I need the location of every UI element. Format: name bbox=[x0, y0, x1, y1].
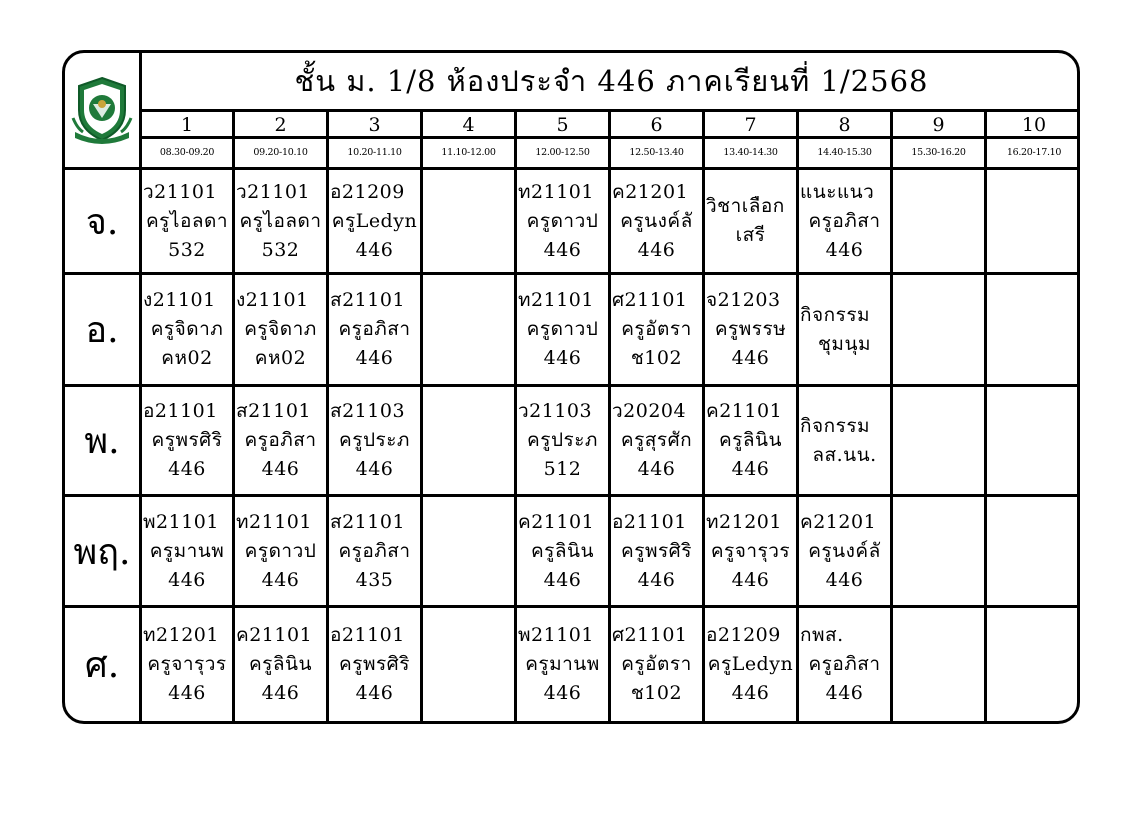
teacher-name: ครูลินิน bbox=[248, 653, 313, 675]
schedule-cell bbox=[987, 497, 1080, 608]
room-number: 446 bbox=[355, 238, 394, 261]
teacher-name: ครูลินิน bbox=[718, 429, 783, 451]
schedule-cell bbox=[235, 275, 329, 387]
schedule-cell bbox=[423, 497, 517, 608]
day-label: ศ. bbox=[65, 608, 142, 721]
subject-code: ค21201 bbox=[612, 180, 689, 203]
room-number: 446 bbox=[168, 458, 206, 480]
room-number: 446 bbox=[543, 347, 582, 369]
teacher-name: ครูอภิสา bbox=[338, 318, 411, 340]
teacher-name: ครูLedyn bbox=[707, 653, 794, 675]
period-number: 7 bbox=[705, 112, 799, 139]
teacher-name: ครูลินิน bbox=[530, 539, 595, 562]
schedule-cell bbox=[142, 387, 235, 497]
schedule-cell bbox=[329, 275, 423, 387]
teacher-name: ครูพรศิริ bbox=[151, 429, 223, 451]
room-number: คห02 bbox=[254, 347, 307, 369]
room-number: 446 bbox=[637, 238, 676, 261]
teacher-name: ครูพรศิริ bbox=[621, 539, 692, 562]
schedule-cell bbox=[142, 608, 235, 721]
subject-code: ท21201 bbox=[706, 510, 782, 533]
schedule-cell bbox=[235, 387, 329, 497]
room-number: 446 bbox=[168, 682, 206, 704]
schedule-cell bbox=[142, 275, 235, 387]
subject-code: ง21101 bbox=[236, 289, 309, 311]
subject-code: ส21101 bbox=[236, 400, 312, 422]
subject-code: ค21201 bbox=[800, 510, 877, 533]
room-number: 446 bbox=[731, 682, 770, 704]
teacher-name: ชุมนุม bbox=[818, 332, 871, 355]
schedule-cell bbox=[799, 608, 893, 721]
period-time: 15.30-16.20 bbox=[893, 139, 987, 170]
teacher-name: ลส.นน. bbox=[812, 443, 877, 466]
subject-code: พ21101 bbox=[518, 624, 594, 646]
room-number: 446 bbox=[261, 568, 300, 591]
schedule-cell bbox=[517, 497, 611, 608]
subject-code: วิชาเลือก bbox=[706, 195, 785, 217]
period-number: 2 bbox=[235, 112, 329, 139]
schedule-cell bbox=[329, 497, 423, 608]
period-number: 5 bbox=[517, 112, 611, 139]
period-number: 4 bbox=[423, 112, 517, 139]
schedule-cell bbox=[423, 275, 517, 387]
room-number: 446 bbox=[731, 347, 770, 369]
room-number: 446 bbox=[355, 347, 394, 369]
subject-code: จ21203 bbox=[706, 289, 781, 311]
subject-code: ศ21101 bbox=[612, 624, 688, 646]
subject-code: ว20204 bbox=[612, 400, 687, 422]
schedule-cell bbox=[893, 387, 987, 497]
teacher-name: ครูนงค์ลั bbox=[620, 209, 693, 232]
room-number: 446 bbox=[731, 568, 770, 591]
schedule-cell bbox=[329, 170, 423, 275]
period-time: 14.40-15.30 bbox=[799, 139, 893, 170]
schedule-cell bbox=[329, 608, 423, 721]
schedule-cell bbox=[611, 275, 705, 387]
room-number: 446 bbox=[637, 568, 676, 591]
teacher-name: ครูดาวป bbox=[526, 318, 599, 340]
subject-code: แนะแนว bbox=[800, 180, 875, 203]
schedule-cell bbox=[517, 387, 611, 497]
period-time: 09.20-10.10 bbox=[235, 139, 329, 170]
subject-code: อ21101 bbox=[612, 510, 687, 533]
room-number: 446 bbox=[543, 568, 582, 591]
room-number: คห02 bbox=[161, 347, 213, 369]
subject-code: พ21101 bbox=[143, 510, 219, 533]
schedule-cell bbox=[705, 387, 799, 497]
room-number: 446 bbox=[825, 238, 864, 261]
schedule-cell bbox=[423, 608, 517, 721]
room-number: 446 bbox=[637, 458, 676, 480]
room-number: 446 bbox=[825, 568, 864, 591]
subject-code: ว21103 bbox=[518, 400, 593, 422]
schedule-cell bbox=[235, 170, 329, 275]
schedule-cell bbox=[611, 497, 705, 608]
schedule-cell bbox=[893, 608, 987, 721]
schedule-cell bbox=[987, 275, 1080, 387]
schedule-cell bbox=[799, 275, 893, 387]
schedule-cell bbox=[517, 608, 611, 721]
period-number: 3 bbox=[329, 112, 423, 139]
subject-code: ท21101 bbox=[236, 510, 312, 533]
teacher-name: ครูดาวป bbox=[244, 539, 317, 562]
room-number: 446 bbox=[825, 682, 864, 704]
page-title: ชั้น ม. 1/8 ห้องประจำ 446 ภาคเรียนที่ 1/2568 bbox=[142, 53, 1080, 112]
subject-code: อ21101 bbox=[330, 624, 405, 646]
teacher-name: ครูไอลดา bbox=[239, 209, 322, 232]
teacher-name: ครูLedyn bbox=[331, 209, 418, 232]
teacher-name: ครูอภิสา bbox=[808, 209, 881, 232]
schedule-cell bbox=[142, 170, 235, 275]
school-crest-icon bbox=[71, 74, 133, 146]
teacher-name: ครูอภิสา bbox=[808, 653, 881, 675]
teacher-name: ครูจิดาภ bbox=[244, 318, 317, 340]
schedule-cell bbox=[423, 170, 517, 275]
subject-code: ท21201 bbox=[143, 624, 219, 646]
schedule-cell bbox=[893, 170, 987, 275]
schedule-cell bbox=[611, 170, 705, 275]
subject-code: อ21209 bbox=[706, 624, 781, 646]
subject-code: ค21101 bbox=[236, 624, 313, 646]
period-time: 12.50-13.40 bbox=[611, 139, 705, 170]
teacher-name: ครูดาวป bbox=[526, 209, 599, 232]
room-number: ช102 bbox=[630, 347, 683, 369]
schedule-cell bbox=[705, 170, 799, 275]
subject-code: กิจกรรม bbox=[800, 414, 871, 437]
room-number: 446 bbox=[355, 458, 394, 480]
teacher-name: ครูอภิสา bbox=[244, 429, 317, 451]
room-number: 446 bbox=[543, 238, 582, 261]
schedule-cell bbox=[799, 387, 893, 497]
schedule-cell bbox=[705, 497, 799, 608]
schedule-cell bbox=[235, 608, 329, 721]
period-time: 08.30-09.20 bbox=[142, 139, 235, 170]
teacher-name: ครูประภ bbox=[527, 429, 598, 451]
schedule-cell bbox=[987, 387, 1080, 497]
subject-code: ว21101 bbox=[236, 180, 311, 203]
schedule-cell bbox=[517, 275, 611, 387]
room-number: 435 bbox=[355, 568, 394, 591]
timetable-sheet bbox=[62, 50, 1080, 724]
teacher-name: ครูอัตรา bbox=[621, 653, 692, 675]
day-label: อ. bbox=[65, 275, 142, 387]
room-number: 446 bbox=[543, 682, 582, 704]
subject-code: กพส. bbox=[800, 624, 844, 646]
period-time: 16.20-17.10 bbox=[987, 139, 1080, 170]
room-number: 446 bbox=[731, 458, 770, 480]
subject-code: ท21101 bbox=[518, 180, 594, 203]
period-number: 6 bbox=[611, 112, 705, 139]
subject-code: ค21101 bbox=[706, 400, 783, 422]
teacher-name: ครูประภ bbox=[339, 429, 410, 451]
teacher-name: ครูอภิสา bbox=[338, 539, 411, 562]
schedule-cell bbox=[611, 387, 705, 497]
room-number: 446 bbox=[168, 568, 206, 591]
period-time: 10.20-11.10 bbox=[329, 139, 423, 170]
teacher-name: ครูนงค์ลั bbox=[808, 539, 881, 562]
room-number: ช102 bbox=[630, 682, 683, 704]
schedule-cell bbox=[329, 387, 423, 497]
teacher-name: เสรี bbox=[735, 224, 766, 246]
schedule-cell bbox=[893, 275, 987, 387]
schedule-cell bbox=[799, 497, 893, 608]
period-time: 13.40-14.30 bbox=[705, 139, 799, 170]
subject-code: ส21101 bbox=[330, 289, 406, 311]
room-number: 446 bbox=[355, 682, 394, 704]
schedule-cell bbox=[987, 170, 1080, 275]
schedule-cell bbox=[705, 608, 799, 721]
subject-code: ว21101 bbox=[143, 180, 218, 203]
subject-code: ศ21101 bbox=[612, 289, 688, 311]
teacher-name: ครูสุรศัก bbox=[620, 429, 693, 451]
room-number: 532 bbox=[261, 238, 300, 261]
period-number: 10 bbox=[987, 112, 1080, 139]
timetable-grid bbox=[65, 53, 1077, 721]
period-number: 8 bbox=[799, 112, 893, 139]
subject-code: อ21209 bbox=[330, 180, 405, 203]
teacher-name: ครูพรศิริ bbox=[339, 653, 410, 675]
schedule-cell bbox=[142, 497, 235, 608]
room-number: 512 bbox=[543, 458, 582, 480]
teacher-name: ครูไอลดา bbox=[145, 209, 229, 232]
room-number: 446 bbox=[261, 682, 300, 704]
room-number: 446 bbox=[261, 458, 300, 480]
schedule-cell bbox=[799, 170, 893, 275]
teacher-name: ครูมานพ bbox=[149, 539, 225, 562]
subject-code: ส21103 bbox=[330, 400, 406, 422]
teacher-name: ครูอัตรา bbox=[621, 318, 692, 340]
period-number: 1 bbox=[142, 112, 235, 139]
schedule-cell bbox=[235, 497, 329, 608]
day-label: พฤ. bbox=[65, 497, 142, 608]
room-number: 532 bbox=[168, 238, 206, 261]
subject-code: กิจกรรม bbox=[800, 303, 871, 326]
schedule-cell bbox=[517, 170, 611, 275]
subject-code: ง21101 bbox=[143, 289, 216, 311]
schedule-cell bbox=[893, 497, 987, 608]
teacher-name: ครูจารุวร bbox=[710, 539, 791, 562]
subject-code: ค21101 bbox=[518, 510, 595, 533]
schedule-cell bbox=[987, 608, 1080, 721]
school-logo bbox=[65, 53, 142, 170]
teacher-name: ครูจิดาภ bbox=[150, 318, 224, 340]
period-time: 12.00-12.50 bbox=[517, 139, 611, 170]
subject-code: อ21101 bbox=[143, 400, 218, 422]
schedule-cell bbox=[611, 608, 705, 721]
period-time: 11.10-12.00 bbox=[423, 139, 517, 170]
schedule-cell bbox=[705, 275, 799, 387]
schedule-cell bbox=[423, 387, 517, 497]
period-number: 9 bbox=[893, 112, 987, 139]
day-label: จ. bbox=[65, 170, 142, 275]
teacher-name: ครูพรรษ bbox=[714, 318, 787, 340]
teacher-name: ครูจารุวร bbox=[147, 653, 227, 675]
subject-code: ส21101 bbox=[330, 510, 406, 533]
day-label: พ. bbox=[65, 387, 142, 497]
teacher-name: ครูมานพ bbox=[525, 653, 600, 675]
subject-code: ท21101 bbox=[518, 289, 594, 311]
